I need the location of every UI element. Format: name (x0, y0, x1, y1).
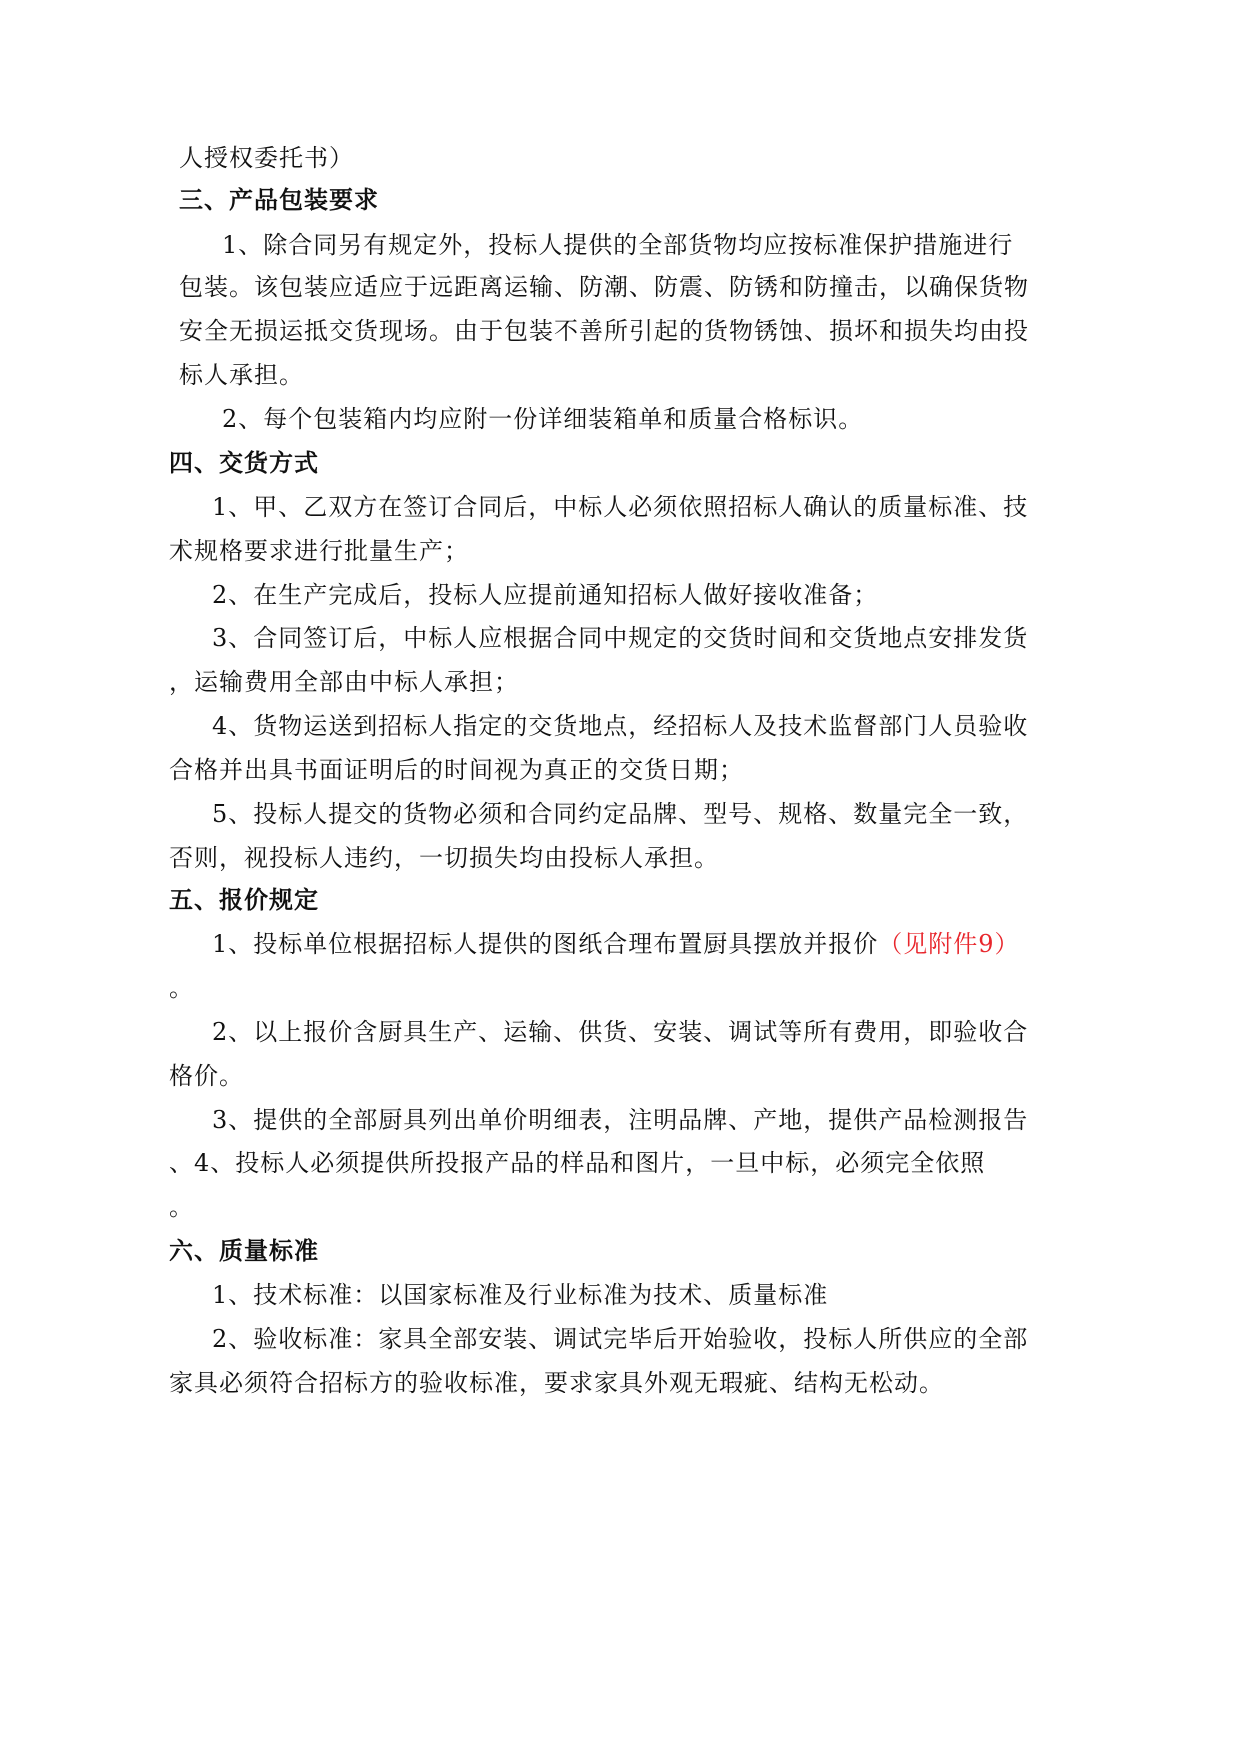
section-4-p4-line-2: 合格并出具书面证明后的时间视为真正的交货日期； (169, 756, 744, 784)
section-5-p4-line-1: 、4、投标人必须提供所投报产品的样品和图片，一旦中标，必须完全依照 (169, 1149, 986, 1177)
section-5-p2-line-1: 2、以上报价含厨具生产、运输、供货、安装、调试等所有费用，即验收合 (212, 1018, 1029, 1046)
section-4-p1-line-2: 术规格要求进行批量生产； (169, 537, 469, 565)
section-6-p2-line-2: 家具必须符合招标方的验收标准，要求家具外观无瑕疵、结构无松动。 (169, 1369, 944, 1397)
section-3-p1-line-1: 1、除合同另有规定外，投标人提供的全部货物均应按标准保护措施进行 (222, 231, 1014, 259)
section-4-p1-line-1: 1、甲、乙双方在签订合同后，中标人必须依照招标人确认的质量标准、技 (212, 493, 1029, 521)
section-6-p2-line-1: 2、验收标准：家具全部安装、调试完毕后开始验收，投标人所供应的全部 (212, 1325, 1029, 1353)
section-4-p3-line-2: ，运输费用全部由中标人承担； (169, 668, 519, 696)
section-4-p4-line-1: 4、货物运送到招标人指定的交货地点，经招标人及技术监督部门人员验收 (212, 712, 1029, 740)
section-4-p2: 2、在生产完成后，投标人应提前通知招标人做好接收准备； (212, 581, 879, 609)
section-5-p1-text: 1、投标单位根据招标人提供的图纸合理布置厨具摆放并报价 (212, 930, 879, 958)
section-3-p1-line-2: 包装。该包装应适应于远距离运输、防潮、防震、防锈和防撞击，以确保货物 (179, 273, 1029, 301)
section-4-p5-line-1: 5、投标人提交的货物必须和合同约定品牌、型号、规格、数量完全一致， (212, 800, 1029, 828)
section-3-p1-line-3: 安全无损运抵交货现场。由于包装不善所引起的货物锈蚀、损坏和损失均由投 (179, 317, 1029, 345)
section-5-p1-line-1 (212, 929, 1020, 959)
section-3-p1-line-4: 标人承担。 (179, 361, 304, 389)
section-6-heading: 六、质量标准 (169, 1237, 319, 1265)
section-5-p1-line-2: 。 (169, 974, 194, 1002)
section-3-p2: 2、每个包装箱内均应附一份详细装箱单和质量合格标识。 (222, 405, 864, 433)
section-4-p5-line-2: 否则，视投标人违约，一切损失均由投标人承担。 (169, 844, 719, 872)
continuation-text: 人授权委托书） (179, 144, 354, 172)
attachment-reference: （见附件9） (878, 930, 1020, 958)
section-4-p3-line-1: 3、合同签订后，中标人应根据合同中规定的交货时间和交货地点安排发货 (212, 624, 1029, 652)
section-4-heading: 四、交货方式 (169, 449, 319, 477)
section-5-p3: 3、提供的全部厨具列出单价明细表，注明品牌、产地，提供产品检测报告 (212, 1106, 1029, 1134)
section-5-heading: 五、报价规定 (169, 886, 319, 914)
section-6-p1: 1、技术标准：以国家标准及行业标准为技术、质量标准 (212, 1281, 829, 1309)
section-3-heading: 三、产品包装要求 (179, 186, 379, 214)
section-5-p4-line-2: 。 (169, 1193, 194, 1221)
section-5-p2-line-2: 格价。 (169, 1062, 244, 1090)
